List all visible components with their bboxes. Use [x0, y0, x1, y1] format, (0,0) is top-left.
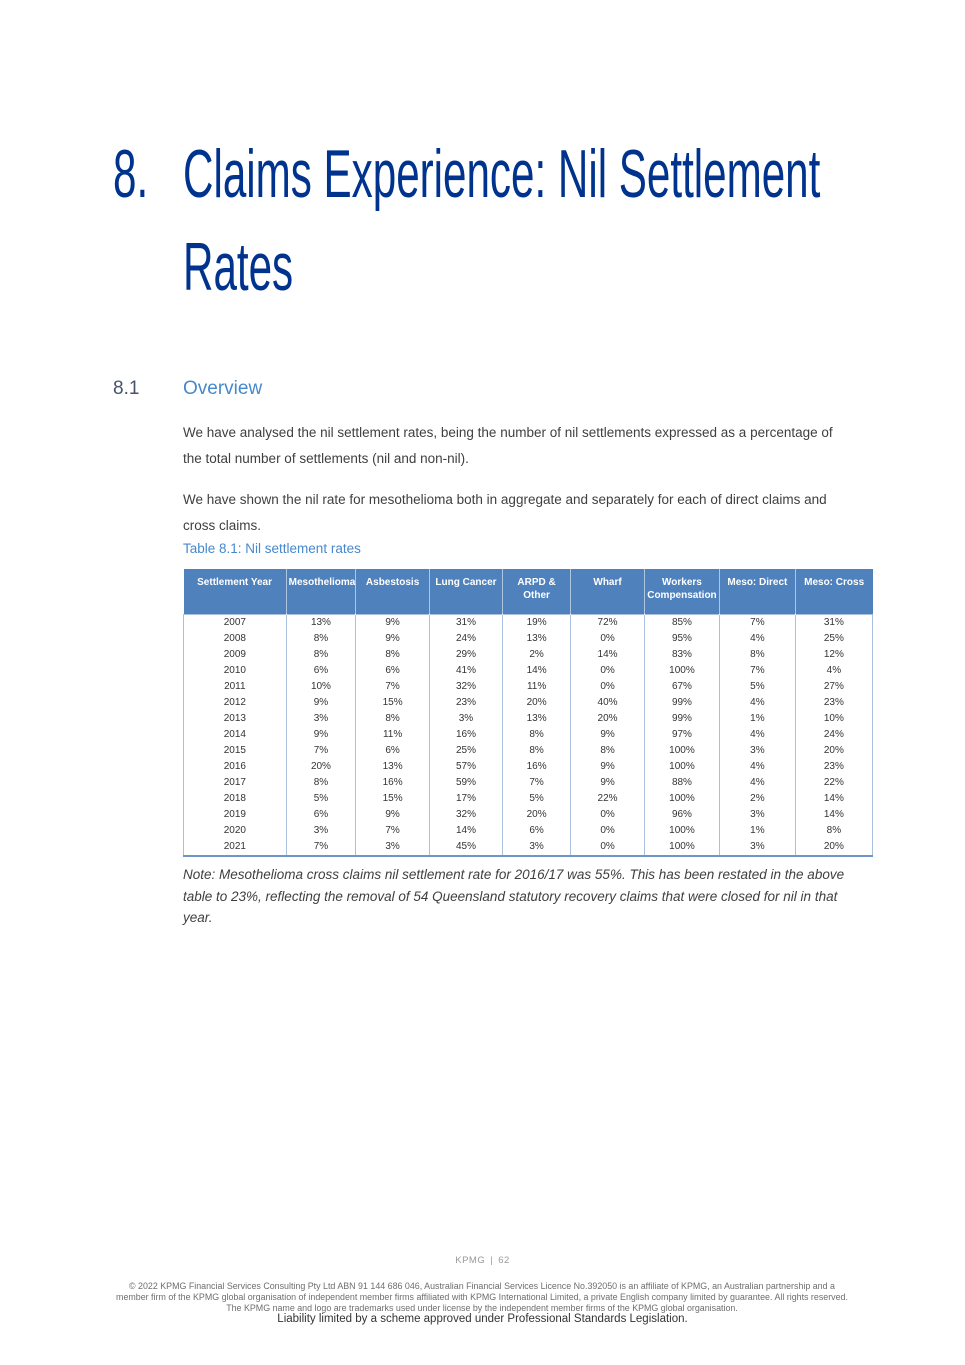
- table-cell: 8%: [356, 647, 430, 663]
- table-cell: 25%: [795, 631, 872, 647]
- table-row: [184, 743, 873, 759]
- section-number: 8.1: [113, 378, 140, 399]
- table-cell: 100%: [644, 759, 719, 775]
- table-cell: 9%: [356, 614, 430, 631]
- table-cell: 15%: [356, 791, 430, 807]
- footer-disclaimer: © 2022 KPMG Financial Services Consulting Pty Ltd ABN 91 144 686 046, Australian Financial Services Licence No.392050 is an affiliate of KPMG, an Australian partnership and a member firm of the KPMG global organisation of independent member firms affiliated with KPMG International Limited, a private English company limited by guarantee. All rights reserved. The KPMG name and logo are trademarks used under license by the independent member firms of the KPMG global organisation.: [116, 1281, 848, 1313]
- table-cell: 2%: [502, 647, 570, 663]
- table-row: [184, 695, 873, 711]
- table-cell: 24%: [795, 727, 872, 743]
- table-cell: 20%: [795, 743, 872, 759]
- table-cell: 0%: [571, 823, 645, 839]
- table-cell: 0%: [571, 631, 645, 647]
- table-cell: 88%: [644, 775, 719, 791]
- table-cell: 25%: [429, 743, 502, 759]
- table-cell: 100%: [644, 823, 719, 839]
- table-cell: 13%: [286, 614, 356, 631]
- table-body: [184, 614, 873, 856]
- table-cell: 12%: [795, 647, 872, 663]
- table-row: [184, 631, 873, 647]
- column-header: Workers Compensation: [644, 569, 719, 614]
- table-cell: 31%: [795, 614, 872, 631]
- table-cell: 11%: [356, 727, 430, 743]
- table-cell: 16%: [429, 727, 502, 743]
- table-cell: 7%: [720, 663, 796, 679]
- table-cell: 1%: [720, 823, 796, 839]
- table-cell: 8%: [795, 823, 872, 839]
- table-cell: 3%: [502, 839, 570, 856]
- table-cell: 8%: [286, 631, 356, 647]
- table-cell: 10%: [795, 711, 872, 727]
- footer-liability: Liability limited by a scheme approved under Professional Standards Legislation.: [277, 1313, 688, 1325]
- table-cell: 7%: [286, 839, 356, 856]
- table-cell: 13%: [356, 759, 430, 775]
- table-cell: 23%: [429, 695, 502, 711]
- table-cell: 3%: [429, 711, 502, 727]
- table-cell: 9%: [356, 631, 430, 647]
- column-header: Asbestosis: [356, 569, 430, 614]
- table-cell: 0%: [571, 807, 645, 823]
- table-cell: 8%: [356, 711, 430, 727]
- table-cell: 20%: [502, 807, 570, 823]
- table-cell: 13%: [502, 631, 570, 647]
- table-cell: 17%: [429, 791, 502, 807]
- table-row: [184, 647, 873, 663]
- table-row: [184, 775, 873, 791]
- chapter-title-line2: Rates: [183, 229, 294, 305]
- table-cell: 15%: [356, 695, 430, 711]
- table-cell: 57%: [429, 759, 502, 775]
- table-cell: 2021: [223, 840, 246, 852]
- table-row: [184, 791, 873, 807]
- table-header-row: [184, 569, 873, 614]
- table-cell: 6%: [502, 823, 570, 839]
- table-cell: 3%: [720, 743, 796, 759]
- table-cell: 3%: [356, 839, 430, 856]
- table-cell: 4%: [720, 695, 796, 711]
- table-cell: 6%: [286, 807, 356, 823]
- table-cell: 9%: [356, 807, 430, 823]
- table-cell: 2012: [223, 696, 246, 708]
- table-cell: 7%: [286, 743, 356, 759]
- chapter-number-text: 8.: [113, 136, 149, 212]
- table-container: [183, 569, 873, 857]
- table-cell: 6%: [356, 743, 430, 759]
- table-cell: 8%: [286, 775, 356, 791]
- table-cell: 100%: [644, 839, 719, 856]
- table-cell: 24%: [429, 631, 502, 647]
- table-cell: 16%: [356, 775, 430, 791]
- table-cell: 59%: [429, 775, 502, 791]
- table-row: [184, 711, 873, 727]
- body-copy: [183, 420, 855, 554]
- column-header: Wharf: [571, 569, 645, 614]
- table-cell: 2011: [224, 680, 246, 692]
- table-cell: 7%: [356, 679, 430, 695]
- table-note: Note: Mesothelioma cross claims nil settlement rate for 2016/17 was 55%. This has been restated in the above table to 23%, reflecting the removal of 54 Queensland statutory recovery claims that were closed for nil in that year.: [183, 867, 845, 925]
- table-cell: 97%: [644, 727, 719, 743]
- table-cell: 9%: [286, 695, 356, 711]
- paragraph-1: We have analysed the nil settlement rates, being the number of nil settlements expressed as a percentage of the total number of settlements (nil and non-nil).: [183, 425, 833, 466]
- table-cell: 4%: [720, 727, 796, 743]
- chapter-title: [183, 128, 965, 314]
- nil-rates-table: [183, 569, 873, 857]
- table-cell: 2009: [223, 648, 246, 660]
- footer-pageline: [0, 1255, 965, 1266]
- table-cell: 3%: [286, 823, 356, 839]
- table-cell: 31%: [429, 614, 502, 631]
- table-cell: 23%: [795, 759, 872, 775]
- table-cell: 8%: [502, 743, 570, 759]
- table-cell: 10%: [286, 679, 356, 695]
- table-cell: 32%: [429, 807, 502, 823]
- table-cell: 8%: [571, 743, 645, 759]
- column-header: Mesothelioma: [286, 569, 356, 614]
- table-cell: 2015: [223, 744, 246, 756]
- table-cell: 14%: [795, 791, 872, 807]
- table-cell: 7%: [356, 823, 430, 839]
- table-cell: 4%: [720, 775, 796, 791]
- table-cell: 0%: [571, 663, 645, 679]
- table-cell: 2016: [223, 760, 246, 772]
- table-cell: 5%: [720, 679, 796, 695]
- footer-page-number: 62: [498, 1255, 510, 1266]
- section-title: Overview: [183, 378, 263, 399]
- table-cell: 8%: [502, 727, 570, 743]
- table-cell: 6%: [356, 663, 430, 679]
- table-cell: 2%: [720, 791, 796, 807]
- table-cell: 9%: [571, 775, 645, 791]
- table-cell: 19%: [502, 614, 570, 631]
- table-row: [184, 727, 873, 743]
- table-cell: 16%: [502, 759, 570, 775]
- table-cell: 27%: [795, 679, 872, 695]
- table-cell: 0%: [571, 679, 645, 695]
- table-caption: Table 8.1: Nil settlement rates: [183, 541, 361, 556]
- table-cell: 2008: [223, 632, 246, 644]
- table-cell: 14%: [795, 807, 872, 823]
- table-cell: 6%: [286, 663, 356, 679]
- column-header: Settlement Year: [184, 569, 287, 614]
- table-cell: 9%: [571, 759, 645, 775]
- chapter-heading: [113, 128, 965, 314]
- table-row: [184, 759, 873, 775]
- table-cell: 99%: [644, 711, 719, 727]
- table-cell: 2017: [223, 776, 246, 788]
- table-cell: 2018: [223, 792, 246, 804]
- table-cell: 0%: [571, 839, 645, 856]
- table-cell: 2020: [223, 824, 246, 836]
- table-cell: 2007: [223, 616, 246, 628]
- table-cell: 83%: [644, 647, 719, 663]
- table-cell: 40%: [571, 695, 645, 711]
- table-cell: 14%: [429, 823, 502, 839]
- table-cell: 9%: [571, 727, 645, 743]
- paragraph-2: We have shown the nil rate for mesothelioma both in aggregate and separately for each of direct claims and cross claims.: [183, 492, 827, 533]
- footer-separator: |: [490, 1255, 494, 1266]
- table-cell: 45%: [429, 839, 502, 856]
- column-header: Meso: Direct: [720, 569, 796, 614]
- table-cell: 7%: [502, 775, 570, 791]
- column-header: Lung Cancer: [429, 569, 502, 614]
- table-row: [184, 839, 873, 856]
- table-cell: 14%: [571, 647, 645, 663]
- chapter-title-line1: Claims Experience: Nil Settlement: [183, 136, 821, 212]
- table-cell: 67%: [644, 679, 719, 695]
- table-cell: 11%: [502, 679, 570, 695]
- table-cell: 4%: [795, 663, 872, 679]
- table-cell: 3%: [286, 711, 356, 727]
- table-cell: 22%: [795, 775, 872, 791]
- table-cell: 2019: [223, 808, 246, 820]
- table-cell: 20%: [502, 695, 570, 711]
- table-cell: 20%: [286, 759, 356, 775]
- table-cell: 85%: [644, 614, 719, 631]
- table-cell: 5%: [286, 791, 356, 807]
- table-row: [184, 679, 873, 695]
- table-cell: 32%: [429, 679, 502, 695]
- table-cell: 13%: [502, 711, 570, 727]
- column-header: ARPD & Other: [502, 569, 570, 614]
- column-header: Meso: Cross: [795, 569, 872, 614]
- table-cell: 14%: [502, 663, 570, 679]
- table-cell: 2013: [223, 712, 246, 724]
- table-cell: 4%: [720, 759, 796, 775]
- table-cell: 3%: [720, 807, 796, 823]
- table-cell: 22%: [571, 791, 645, 807]
- table-row: [184, 663, 873, 679]
- table-cell: 23%: [795, 695, 872, 711]
- table-cell: 100%: [644, 743, 719, 759]
- chapter-number: [113, 128, 183, 314]
- table-cell: 8%: [286, 647, 356, 663]
- table-row: [184, 614, 873, 631]
- table-cell: 8%: [720, 647, 796, 663]
- table-cell: 7%: [720, 614, 796, 631]
- table-cell: 95%: [644, 631, 719, 647]
- table-row: [184, 807, 873, 823]
- table-row: [184, 823, 873, 839]
- table-cell: 29%: [429, 647, 502, 663]
- table-cell: 20%: [795, 839, 872, 856]
- table-cell: 5%: [502, 791, 570, 807]
- table-cell: 3%: [720, 839, 796, 856]
- table-cell: 1%: [720, 711, 796, 727]
- table-cell: 41%: [429, 663, 502, 679]
- table-cell: 100%: [644, 791, 719, 807]
- table-cell: 4%: [720, 631, 796, 647]
- footer-brand: KPMG: [455, 1255, 486, 1266]
- table-cell: 2014: [223, 728, 246, 740]
- table-cell: 72%: [571, 614, 645, 631]
- table-cell: 100%: [644, 663, 719, 679]
- table-cell: 96%: [644, 807, 719, 823]
- table-cell: 20%: [571, 711, 645, 727]
- table-cell: 9%: [286, 727, 356, 743]
- table-cell: 99%: [644, 695, 719, 711]
- table-cell: 2010: [223, 664, 246, 676]
